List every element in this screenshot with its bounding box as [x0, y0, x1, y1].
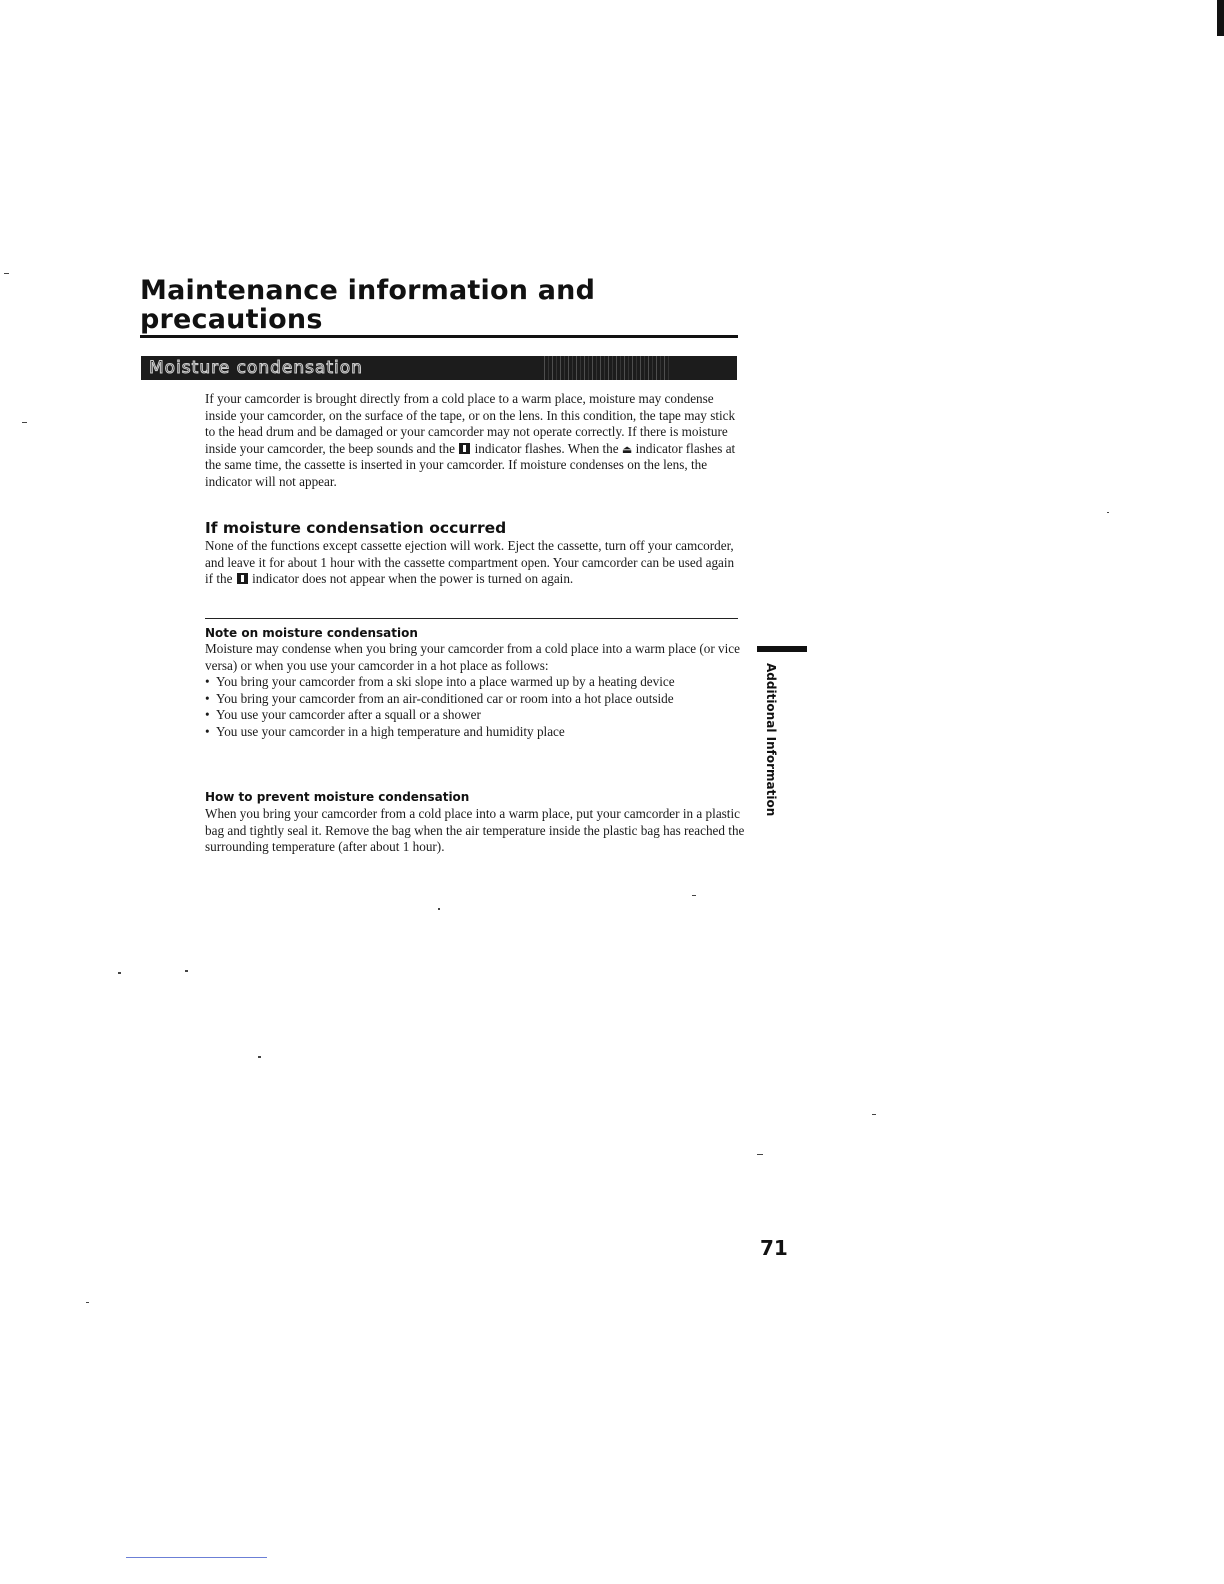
scan-speck	[22, 422, 27, 423]
side-tab-marker	[757, 646, 807, 652]
footer-underline	[126, 1557, 267, 1558]
list-item: • You bring your camcorder from an air-conditioned car or room into a hot place outside	[205, 691, 745, 708]
side-tab-label: Additional Information	[764, 663, 778, 817]
moisture-indicator-icon	[459, 443, 470, 454]
scan-speck	[872, 1114, 876, 1115]
section-bar-texture	[541, 356, 671, 380]
prevent-paragraph: When you bring your camcorder from a cold place into a warm place, put your camcorder in a plastic bag and tightly seal it. Remove the bag when the air temperature inside the plastic bag has reached the surrounding temperature (after about 1 hour).	[205, 806, 745, 855]
intro-paragraph	[205, 391, 745, 491]
scan-edge-mark	[1217, 0, 1224, 36]
scan-speck	[757, 1154, 763, 1155]
eject-icon: ⏏	[621, 443, 633, 456]
page-number: 71	[760, 1236, 788, 1260]
scan-speck	[4, 273, 9, 274]
scan-speck	[258, 1056, 261, 1058]
section-label: Moisture condensation	[149, 358, 363, 378]
subsection-paragraph	[205, 538, 745, 588]
intro-text-2: indicator flashes. When the	[474, 440, 619, 456]
subsection-text-2: indicator does not appear when the power is turned on again.	[252, 571, 574, 587]
list-item: • You use your camcorder in a high temperature and humidity place	[205, 724, 745, 741]
subsection-text-1: None of the functions except cassette ejection will work. Eject the cassette, turn off your camcorder, and leave it for about 1 hour with the cassette compartment open. Your camcorder can be used again if the	[205, 538, 735, 587]
note-body	[205, 641, 745, 741]
scan-speck	[692, 895, 696, 896]
subsection-heading: If moisture condensation occurred	[205, 519, 507, 537]
intro-text-1: If your camcorder is brought directly from a cold place to a warm place, moisture may condense inside your camcorder, on the surface of the tape, or on the lens. In this condition, the tape may stick to the head drum and be damaged or your camcorder may not operate correctly. If there is moisture inside your camcorder, the beep sounds and the	[205, 391, 736, 456]
section-header-bar	[141, 356, 737, 380]
scan-speck	[86, 1302, 89, 1303]
page-title: Maintenance information and precautions	[140, 275, 596, 335]
prevent-heading: How to prevent moisture condensation	[205, 790, 470, 804]
list-item: • You bring your camcorder from a ski slope into a place warmed up by a heating device	[205, 674, 745, 691]
note-bullet-list	[205, 674, 745, 740]
scan-speck	[438, 908, 440, 910]
list-item: • You use your camcorder after a squall or a shower	[205, 707, 745, 724]
scan-speck	[1107, 512, 1109, 513]
moisture-indicator-icon	[237, 573, 248, 584]
intro-text-3: indicator flashes at the same time, the cassette is inserted in your camcorder. If moisture condenses on the lens, the indicator will not appear.	[205, 440, 736, 489]
scan-speck	[118, 972, 121, 974]
scan-speck	[185, 970, 188, 972]
title-rule	[140, 335, 738, 338]
note-intro: Moisture may condense when you bring your camcorder from a cold place into a warm place (or vice versa) or when you use your camcorder in a hot place as follows:	[205, 641, 740, 673]
note-divider	[205, 618, 738, 619]
note-heading: Note on moisture condensation	[205, 626, 418, 640]
